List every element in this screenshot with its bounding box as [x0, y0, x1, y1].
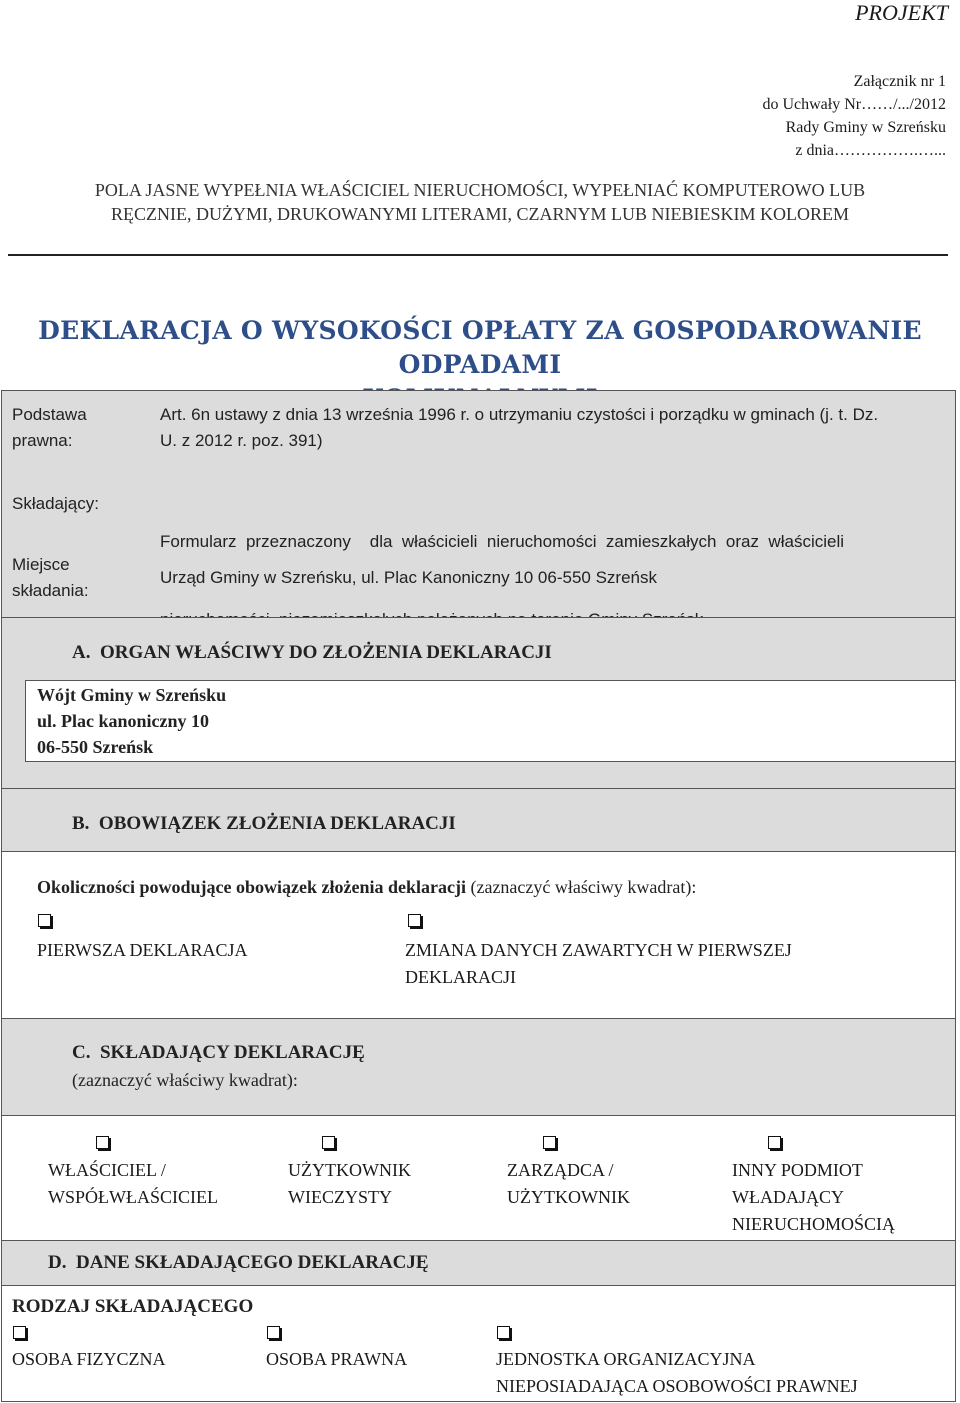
option-line: WSPÓŁWŁAŚCICIEL: [48, 1187, 218, 1207]
miejsce-value: Urząd Gminy w Szreńsku, ul. Plac Kanoniczny 10 06-550 Szreńsk: [160, 568, 658, 587]
obligation-question: [37, 874, 696, 901]
option-other-entity: [732, 1157, 895, 1238]
option-organizational-unit: [496, 1346, 858, 1400]
section-b-heading: B. OBOWIĄZEK ZŁOŻENIA DEKLARACJI: [72, 813, 456, 834]
value-line: U. z 2012 r. poz. 391): [160, 431, 323, 450]
option-line: UŻYTKOWNIK: [288, 1160, 411, 1180]
value-line: Art. 6n ustawy z dnia 13 września 1996 r. o utrzymaniu czystości i porządku w gminach (j. t. Dz.: [160, 405, 879, 424]
value-line: Formularz przeznaczony dla właścicieli nieruchomości zamieszkałych oraz właścicieli: [160, 532, 845, 551]
checkbox-perpetual-user[interactable]: [322, 1136, 335, 1149]
annex-line: do Uchwały Nr……/.../2012: [762, 96, 946, 113]
checkbox-first-declaration[interactable]: [38, 914, 51, 927]
instruction-line: RĘCZNIE, DUŻYMI, DRUKOWANYMI LITERAMI, CZARNYM LUB NIEBIESKIM KOLOREM: [111, 204, 849, 224]
projekt-label: PROJEKT: [855, 0, 948, 25]
annex-line: Załącznik nr 1: [853, 73, 946, 90]
option-line: WŁAŚCICIEL /: [48, 1160, 166, 1180]
label-line: składania:: [12, 581, 89, 600]
section-c-subheading: (zaznaczyć właściwy kwadrat):: [72, 1070, 298, 1090]
annex-line: Rady Gminy w Szreńsku: [785, 119, 946, 136]
title-line: DEKLARACJA O WYSOKOŚCI OPŁATY ZA GOSPODAROWANIE ODPADAMI: [38, 316, 922, 379]
divider: [8, 254, 948, 256]
option-data-change: [405, 937, 792, 991]
annex-line: z dnia…………….…...: [795, 142, 946, 159]
section-a-heading: A. ORGAN WŁAŚCIWY DO ZŁOŻENIA DEKLARACJI: [72, 642, 552, 663]
address-line: Wójt Gminy w Szreńsku: [37, 685, 227, 705]
label-line: Miejsce: [12, 555, 70, 574]
option-line: ZARZĄDCA /: [507, 1160, 614, 1180]
option-administrator: [507, 1157, 630, 1211]
miejsce-label: [12, 552, 89, 604]
organ-address: [37, 682, 226, 760]
checkbox-data-change[interactable]: [408, 914, 421, 927]
fill-instruction: [0, 178, 960, 226]
section-c-heading: C. SKŁADAJĄCY DEKLARACJĘ: [72, 1042, 365, 1063]
option-legal-person: OSOBA PRAWNA: [266, 1349, 408, 1369]
address-line: ul. Plac kanoniczny 10: [37, 711, 210, 731]
option-line: JEDNOSTKA ORGANIZACYJNA: [496, 1349, 756, 1369]
option-perpetual-user: [288, 1157, 411, 1211]
address-line: 06-550 Szreńsk: [37, 737, 154, 757]
checkbox-other-entity[interactable]: [768, 1136, 781, 1149]
section-d-heading: D. DANE SKŁADAJĄCEGO DEKLARACJĘ: [48, 1252, 429, 1273]
option-line: NIEPOSIADAJĄCA OSOBOWOŚCI PRAWNEJ: [496, 1376, 858, 1396]
label-line: Podstawa: [12, 405, 87, 424]
checkbox-administrator[interactable]: [543, 1136, 556, 1149]
option-line: ZMIANA DANYCH ZAWARTYCH W PIERWSZEJ: [405, 940, 792, 960]
checkbox-owner[interactable]: [96, 1136, 109, 1149]
question-bold: Okoliczności powodujące obowiązek złożenia deklaracji: [37, 877, 466, 897]
checkbox-legal-person[interactable]: [267, 1326, 280, 1339]
option-line: INNY PODMIOT: [732, 1160, 863, 1180]
option-first-declaration: PIERWSZA DEKLARACJA: [37, 940, 248, 960]
label-line: prawna:: [12, 431, 73, 450]
option-line: UŻYTKOWNIK: [507, 1187, 630, 1207]
checkbox-organizational-unit[interactable]: [497, 1326, 510, 1339]
rodzaj-heading: RODZAJ SKŁADAJĄCEGO: [12, 1296, 254, 1317]
podstawa-value: [160, 402, 950, 454]
option-line: NIERUCHOMOŚCIĄ: [732, 1214, 896, 1234]
skladajacy-label: Składający:: [12, 494, 99, 513]
podstawa-label: [12, 402, 87, 454]
question-rest: (zaznaczyć właściwy kwadrat):: [465, 877, 697, 897]
option-line: WIECZYSTY: [288, 1187, 392, 1207]
option-owner: [48, 1157, 218, 1211]
annex-reference: [762, 70, 946, 162]
option-natural-person: OSOBA FIZYCZNA: [12, 1349, 166, 1369]
option-line: WŁADAJĄCY: [732, 1187, 844, 1207]
checkbox-natural-person[interactable]: [13, 1326, 26, 1339]
option-line: DEKLARACJI: [405, 967, 516, 987]
instruction-line: POLA JASNE WYPEŁNIA WŁAŚCICIEL NIERUCHOMOŚCI, WYPEŁNIAĆ KOMPUTEROWO LUB: [94, 180, 866, 200]
